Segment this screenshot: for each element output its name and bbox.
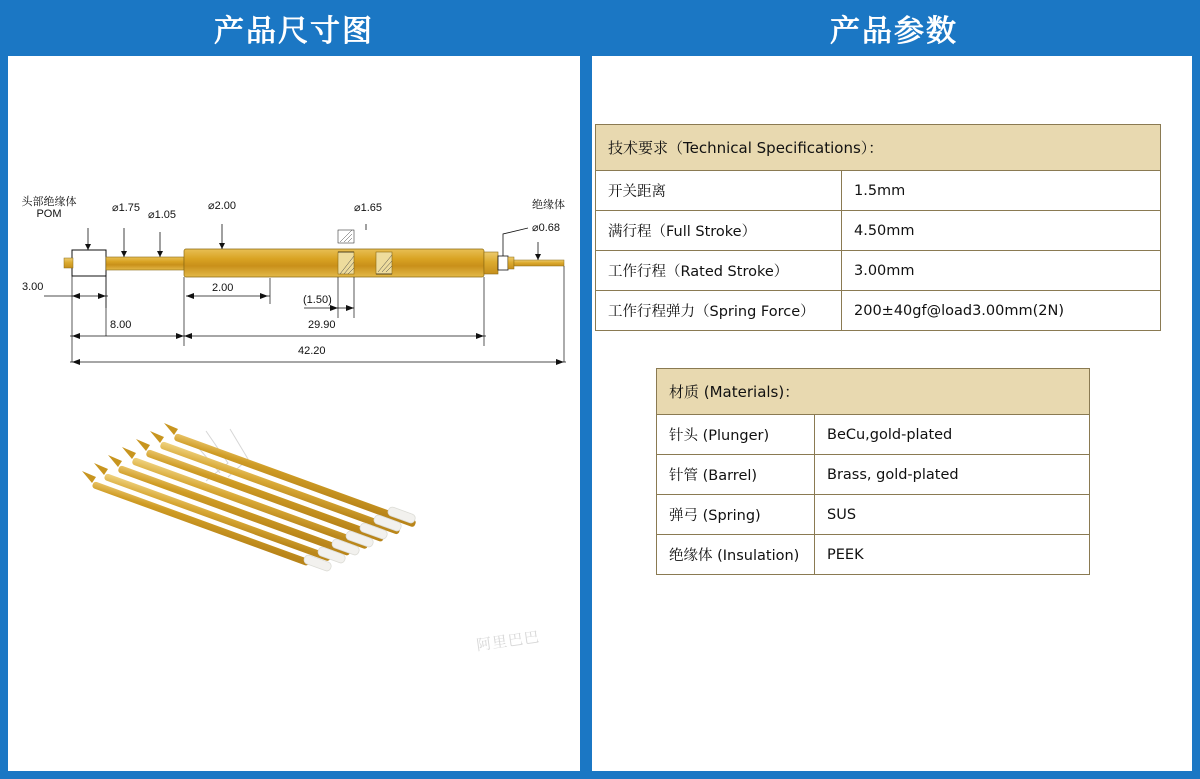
material-row-key: 针管 (Barrel) [657, 455, 815, 495]
watermark: 阿里巴巴 [475, 628, 542, 655]
left-panel-body [8, 56, 580, 771]
label-diameter-068: ⌀0.68 [532, 222, 561, 234]
material-row-value: SUS [815, 495, 1090, 535]
table-row [657, 415, 1090, 455]
dim-800: 8.00 [110, 319, 132, 331]
material-row-value: PEEK [815, 535, 1090, 575]
right-panel-body [592, 56, 1192, 771]
label-diameter-105: ⌀1.05 [148, 209, 177, 221]
material-row-key: 针头 (Plunger) [657, 415, 815, 455]
tech-row-value: 3.00mm [842, 251, 1161, 291]
pin-bundle-photo-svg [78, 411, 518, 641]
label-diameter-200: ⌀2.00 [208, 200, 237, 212]
label-head-insulator: 头部绝缘体 [21, 196, 77, 208]
dim-200: 2.00 [212, 282, 234, 294]
table-header-row [596, 125, 1161, 171]
label-head-insulator-material: POM [36, 208, 62, 220]
label-insulator: 绝缘体 [532, 199, 565, 211]
tech-table-header: 技术要求（Technical Specifications）： [596, 125, 1161, 171]
table-row [657, 535, 1090, 575]
parameters-panel [588, 0, 1200, 779]
material-row-key: 弹弓 (Spring) [657, 495, 815, 535]
label-diameter-165: ⌀1.65 [354, 202, 383, 214]
material-row-value: BeCu,gold-plated [815, 415, 1090, 455]
right-panel-title: 产品参数 [830, 14, 958, 49]
pin-cross-section-svg [8, 56, 588, 386]
table-row [657, 495, 1090, 535]
table-row [596, 171, 1161, 211]
dim-2990: 29.90 [308, 319, 336, 331]
product-photo [78, 411, 518, 641]
technical-drawing [8, 56, 588, 386]
tech-row-key: 满行程（Full Stroke） [596, 211, 842, 251]
technical-specifications-table [595, 124, 1161, 331]
dim-300: 3.00 [22, 281, 44, 293]
dimension-drawing-panel [0, 0, 588, 779]
materials-table-header: 材质 (Materials)： [657, 369, 1090, 415]
tech-row-key: 工作行程弹力（Spring Force） [596, 291, 842, 331]
tech-row-key: 开关距离 [596, 171, 842, 211]
table-row [596, 211, 1161, 251]
tech-row-key: 工作行程（Rated Stroke） [596, 251, 842, 291]
table-row [596, 291, 1161, 331]
table-header-row [657, 369, 1090, 415]
left-panel-title: 产品尺寸图 [214, 14, 374, 49]
label-diameter-175: ⌀1.75 [112, 202, 141, 214]
table-row [596, 251, 1161, 291]
table-row [657, 455, 1090, 495]
materials-table [656, 368, 1090, 575]
material-row-key: 绝缘体 (Insulation) [657, 535, 815, 575]
material-row-value: Brass, gold-plated [815, 455, 1090, 495]
dim-150: (1.50) [303, 294, 332, 306]
dim-4220: 42.20 [298, 345, 326, 357]
tech-row-value: 1.5mm [842, 171, 1161, 211]
tech-row-value: 4.50mm [842, 211, 1161, 251]
tech-row-value: 200±40gf@load3.00mm(2N) [842, 291, 1161, 331]
